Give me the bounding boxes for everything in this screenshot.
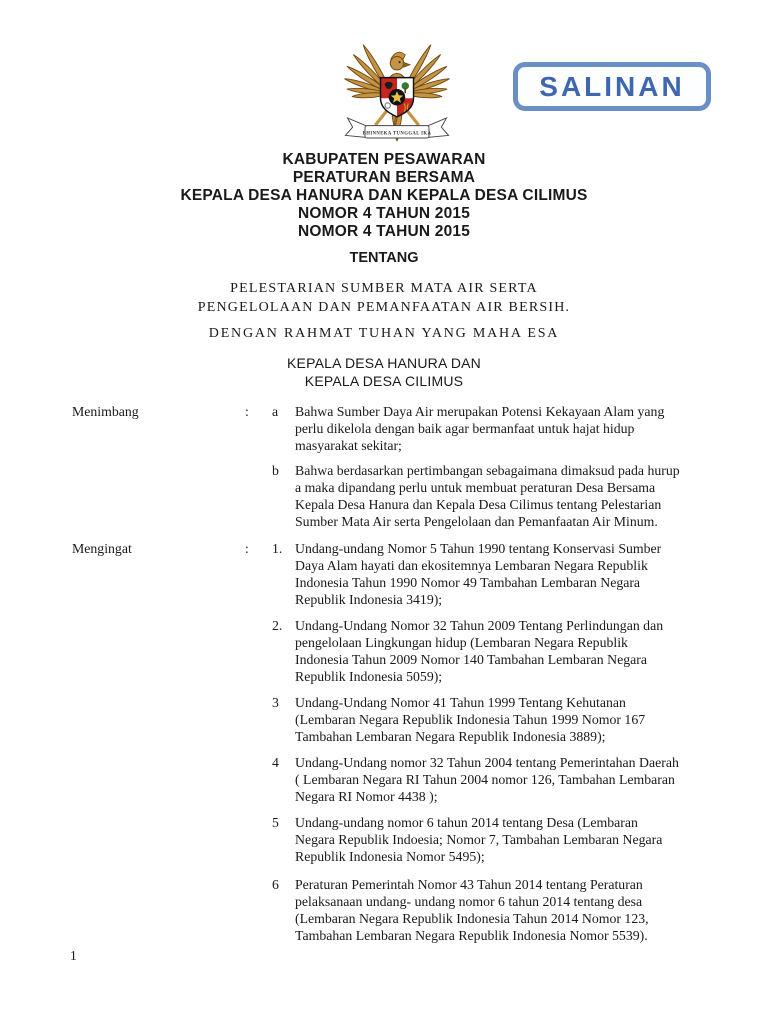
colon-separator: :	[245, 541, 249, 556]
mengingat-label: Mengingat	[72, 541, 132, 556]
menimbang-items	[272, 403, 680, 538]
mengingat-section	[72, 540, 680, 953]
list-item-text: Bahwa Sumber Daya Air merupakan Potensi Kekayaan Alam yang perlu dikelola dengan baik agar bermanfaat untuk hajat hidup masyarakat sekitar;	[295, 404, 665, 453]
list-item-text: Bahwa berdasarkan pertimbangan sebagaimana dimaksud pada hurup a maka dipandang perlu untuk membuat peraturan Desa Bersama Kepala Desa Hanura dan Kepala Desa Cilimus tentang Pelestarian Sumber Mata Air serta Pengelolaan dan Pemanfaatan Air Minum.	[295, 463, 680, 529]
list-item-marker: 4	[272, 755, 279, 770]
salinan-stamp-label: SALINAN	[539, 70, 685, 102]
list-item-text: Undang-Undang Nomor 32 Tahun 2009 Tentang Perlindungan dan pengelolaan Lingkungan hidup (Lembaran Negara Republik Indonesia Tahun 2009 Nomor 140 Tambahan Lembaran Negara Republik Indonesia 5059);	[295, 618, 664, 684]
header-line-issuers: KEPALA DESA HANURA DAN KEPALA DESA CILIMUS	[180, 187, 588, 204]
list-item-marker: 6	[272, 877, 279, 892]
document-header	[0, 151, 768, 241]
list-item-text: Undang-Undang nomor 32 Tahun 2004 tentang Pemerintahan Daerah ( Lembaran Negara RI Tahun 2004 nomor 126, Tambahan Lembaran Negara RI Nomor 4438 );	[295, 755, 679, 804]
subject-title-line-1: PELESTARIAN SUMBER MATA AIR SERTA	[230, 281, 538, 296]
mengingat-items	[272, 540, 680, 953]
page-number: 1	[70, 948, 77, 963]
list-item	[272, 462, 680, 530]
list-item-marker: b	[272, 463, 279, 478]
issuer-block	[0, 354, 768, 390]
list-item	[272, 754, 680, 805]
list-item-marker: 2.	[272, 618, 283, 633]
issuer-line-2: KEPALA DESA CILIMUS	[304, 373, 464, 389]
list-item	[272, 403, 680, 454]
list-item-marker: 1.	[272, 541, 283, 556]
menimbang-label: Menimbang	[72, 404, 139, 419]
list-item	[272, 617, 680, 685]
list-item-text: Undang-Undang Nomor 41 Tahun 1999 Tentang Kehutanan (Lembaran Negara Republik Indonesia Tahun 1999 Nomor 167 Tambahan Lembaran Negara Republik Indonesia 3889);	[295, 695, 646, 744]
motto-text: BHINNEKA TUNGGAL IKA	[362, 131, 432, 137]
list-item-marker: 3	[272, 695, 279, 710]
list-item	[272, 694, 680, 745]
header-line-number-1: NOMOR 4 TAHUN 2015	[297, 205, 471, 222]
list-item	[272, 814, 680, 865]
header-line-region: KABUPATEN PESAWARAN	[282, 151, 486, 168]
list-item-text: Undang-undang nomor 6 tahun 2014 tentang Desa (Lembaran Negara Republik Indoesia; Nomor 7, Tambahan Lembaran Negara Republik Indonesia Nomor 5495);	[295, 815, 663, 864]
colon-separator: :	[245, 404, 249, 419]
list-item	[272, 540, 680, 608]
issuer-line-1: KEPALA DESA HANURA DAN	[287, 355, 481, 371]
header-line-regulation-type: PERATURAN BERSAMA	[292, 169, 476, 186]
list-item	[272, 876, 680, 944]
tentang-label: TENTANG	[349, 250, 419, 266]
garuda-pancasila-emblem	[332, 30, 462, 148]
subject-title	[0, 280, 768, 317]
invocation-line: DENGAN RAHMAT TUHAN YANG MAHA ESA	[208, 326, 560, 341]
list-item-marker: a	[272, 404, 279, 419]
list-item-marker: 5	[272, 815, 279, 830]
header-line-number-2: NOMOR 4 TAHUN 2015	[297, 223, 471, 240]
menimbang-section	[72, 403, 680, 538]
salinan-stamp	[513, 62, 711, 111]
list-item-text: Undang-undang Nomor 5 Tahun 1990 tentang Konservasi Sumber Daya Alam hayati dan ekositemnya Lembaran Negara Republik Indonesia Tahun 1990 Nomor 49 Tambahan Lembaran Negara Republik Indonesia 3419);	[295, 541, 662, 607]
list-item-text: Peraturan Pemerintah Nomor 43 Tahun 2014 tentang Peraturan pelaksanaan undang- undang nomor 6 tahun 2014 tentang desa (Lembaran Negara Republik Indonesia Tahun 2014 Nomor 123, Tambahan Lembaran Negara Republik Indonesia Nomor 5539).	[295, 877, 649, 943]
subject-title-line-2: PENGELOLAAN DAN PEMANFAATAN AIR BERSIH.	[197, 299, 571, 315]
